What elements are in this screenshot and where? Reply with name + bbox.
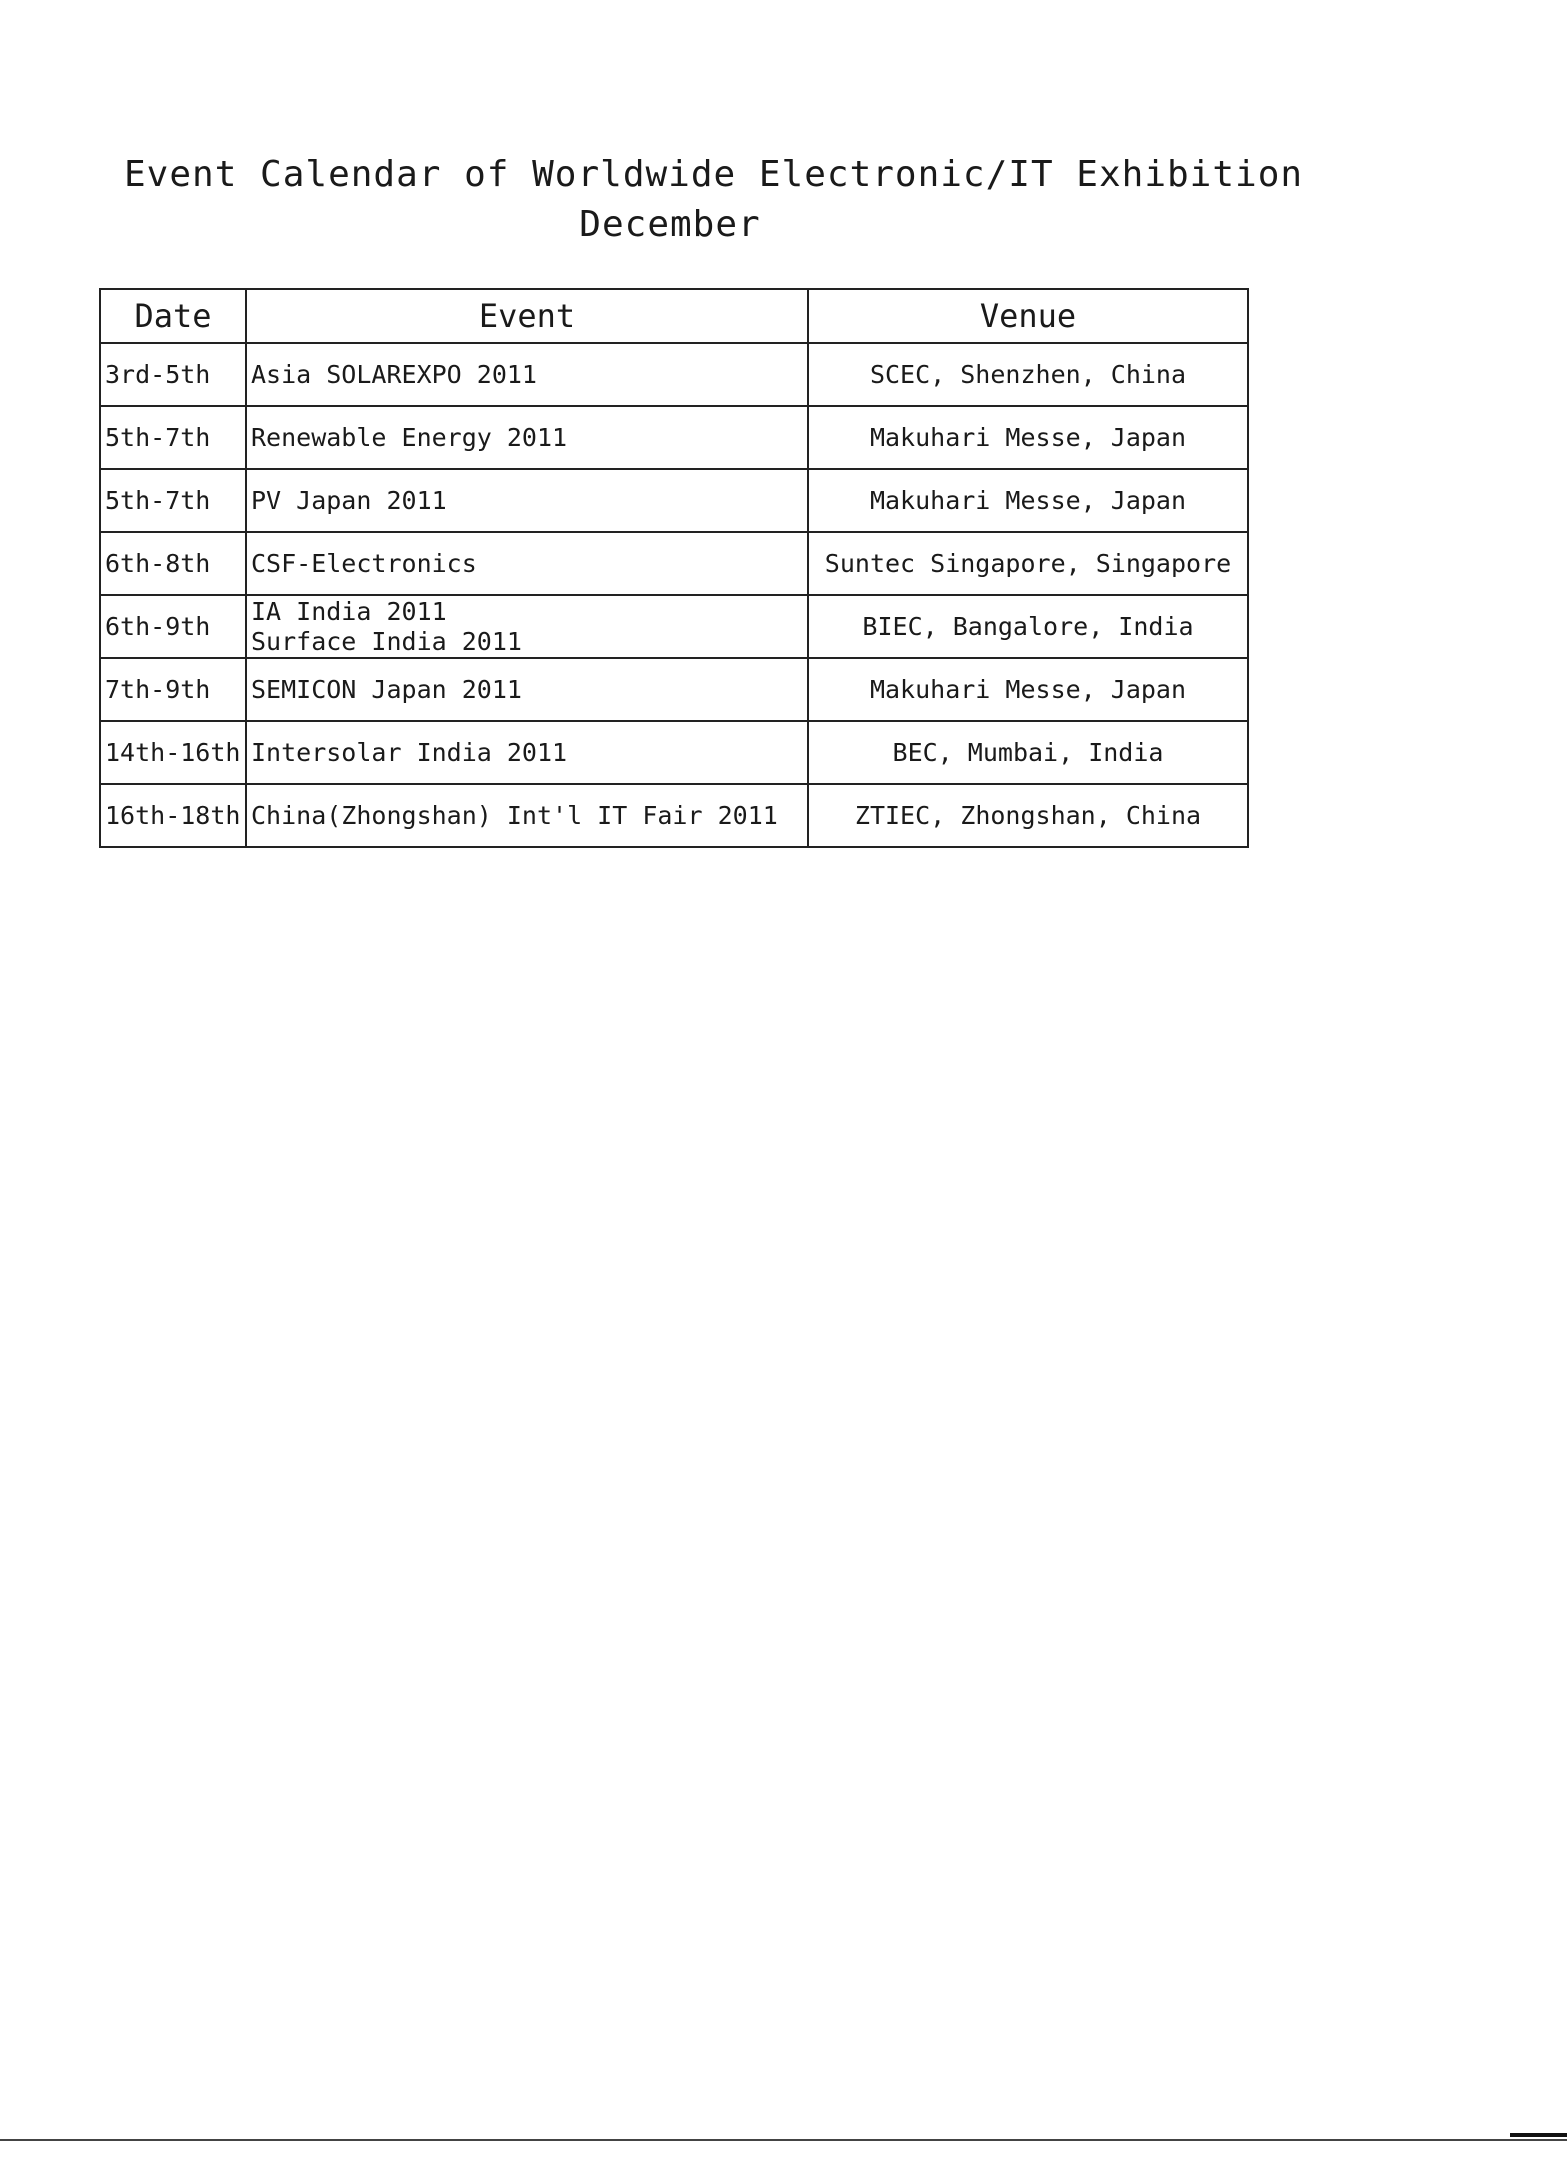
- row-event: [246, 595, 808, 658]
- row-venue: SCEC, Shenzhen, China: [808, 343, 1248, 406]
- row-event: [246, 469, 808, 532]
- table-row: [100, 658, 1248, 721]
- row-event: [246, 658, 808, 721]
- table-row: [100, 532, 1248, 595]
- event-name: IA India 2011: [251, 596, 447, 626]
- header-date: Date: [100, 289, 246, 343]
- event-name: Surface India 2011: [251, 626, 522, 656]
- document-title: [0, 150, 1340, 250]
- event-name: Intersolar India 2011: [251, 737, 568, 767]
- event-calendar-table: [99, 288, 1249, 848]
- table-row: [100, 595, 1248, 658]
- table-row: [100, 469, 1248, 532]
- row-venue: Makuhari Messe, Japan: [808, 469, 1248, 532]
- row-date: 14th-16th: [100, 721, 246, 784]
- row-date: 3rd-5th: [100, 343, 246, 406]
- row-venue: BIEC, Bangalore, India: [808, 595, 1248, 658]
- row-date: 7th-9th: [100, 658, 246, 721]
- event-name: Asia SOLAREXPO 2011: [251, 359, 537, 389]
- scan-edge-line: [0, 2139, 1567, 2141]
- row-event: [246, 532, 808, 595]
- event-name: CSF-Electronics: [251, 548, 477, 578]
- row-event: [246, 406, 808, 469]
- row-event: [246, 343, 808, 406]
- table-row: [100, 784, 1248, 847]
- row-venue: Makuhari Messe, Japan: [808, 658, 1248, 721]
- event-name: PV Japan 2011: [251, 485, 447, 515]
- table-row: [100, 343, 1248, 406]
- event-name: Renewable Energy 2011: [251, 422, 568, 452]
- row-venue: BEC, Mumbai, India: [808, 721, 1248, 784]
- header-event: Event: [246, 289, 808, 343]
- event-name: China(Zhongshan) Int'l IT Fair 2011: [251, 800, 778, 830]
- row-date: 6th-9th: [100, 595, 246, 658]
- row-event: [246, 784, 808, 847]
- row-venue: Suntec Singapore, Singapore: [808, 532, 1248, 595]
- title-line-main: Event Calendar of Worldwide Electronic/IT Exhibition: [124, 154, 1304, 195]
- row-event: [246, 721, 808, 784]
- table-header-row: [100, 289, 1248, 343]
- row-date: 5th-7th: [100, 406, 246, 469]
- event-name: SEMICON Japan 2011: [251, 674, 522, 704]
- row-venue: ZTIEC, Zhongshan, China: [808, 784, 1248, 847]
- row-venue: Makuhari Messe, Japan: [808, 406, 1248, 469]
- row-date: 6th-8th: [100, 532, 246, 595]
- row-date: 5th-7th: [100, 469, 246, 532]
- table-row: [100, 721, 1248, 784]
- table-row: [100, 406, 1248, 469]
- header-venue: Venue: [808, 289, 1248, 343]
- scan-edge-mark: [1510, 2133, 1567, 2137]
- title-line-month: December: [579, 204, 761, 245]
- row-date: 16th-18th: [100, 784, 246, 847]
